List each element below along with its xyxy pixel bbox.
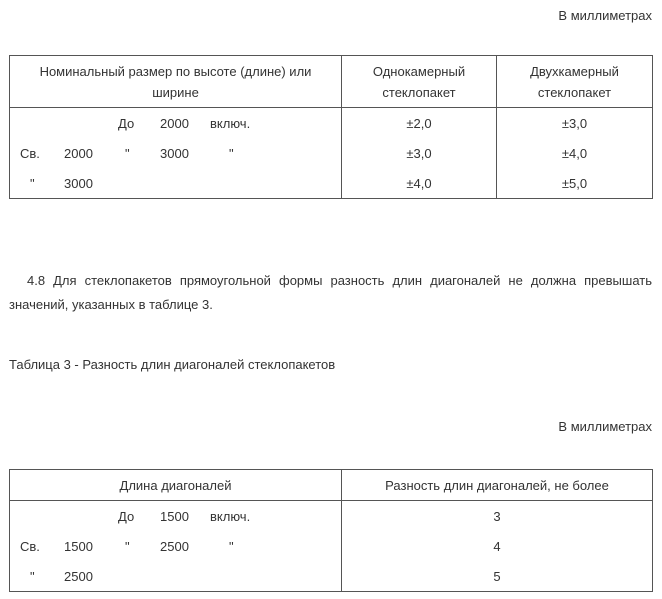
diagonal-diff-value: 5 [342, 561, 653, 592]
range-mid: До [118, 116, 135, 131]
range-from: 2500 [64, 569, 93, 584]
range-to: 2500 [160, 539, 189, 554]
range-suffix: " [229, 146, 234, 161]
range-suffix: включ. [210, 509, 251, 524]
range-suffix: " [229, 539, 234, 554]
range-prefix: Св. [20, 146, 40, 161]
diagonal-diff-value: 3 [342, 501, 653, 532]
table2-header-single [342, 56, 497, 108]
single-chamber-value: ±2,0 [342, 108, 497, 139]
table2-header-single-label: Однокамерный стеклопакет [372, 63, 466, 100]
range-prefix: " [30, 569, 35, 584]
table-row [10, 531, 653, 561]
range-prefix: " [30, 176, 35, 191]
range-to: 3000 [160, 146, 189, 161]
table3-header-length [10, 470, 342, 501]
table2-header-size [10, 56, 342, 108]
table2-units: В миллиметрах [558, 8, 652, 23]
double-chamber-value: ±3,0 [497, 108, 653, 139]
range-to: 1500 [160, 509, 189, 524]
table3-header-diff-label: Разность длин диагоналей, не более [385, 477, 609, 493]
range-mid: До [118, 509, 135, 524]
table3-header-diff [342, 470, 653, 501]
table2-header-double [497, 56, 653, 108]
table-row [10, 561, 653, 592]
table3-units: В миллиметрах [558, 419, 652, 434]
range-suffix: включ. [210, 116, 251, 131]
table2-header-size-label: Номинальный размер по высоте (длине) или ширине [39, 63, 312, 100]
range-from: 3000 [64, 176, 93, 191]
table2-header-double-label: Двухкамерный стеклопакет [530, 63, 619, 100]
table-row [10, 501, 653, 532]
paragraph-4-8: 4.8 Для стеклопакетов прямоугольной формы разность длин диагоналей не должна превышать значений, указанных в таблице 3. [9, 273, 652, 312]
range-mid: " [125, 146, 130, 161]
table-row [10, 168, 653, 199]
table-row [10, 108, 653, 139]
table3 [9, 469, 653, 592]
single-chamber-value: ±3,0 [342, 138, 497, 168]
table3-header-length-label: Длина диагоналей [119, 477, 232, 493]
double-chamber-value: ±4,0 [497, 138, 653, 168]
table3-caption: Таблица 3 - Разность длин диагоналей стеклопакетов [9, 357, 336, 372]
range-prefix: Св. [20, 539, 40, 554]
range-from: 1500 [64, 539, 93, 554]
range-from: 2000 [64, 146, 93, 161]
diagonal-diff-value: 4 [342, 531, 653, 561]
double-chamber-value: ±5,0 [497, 168, 653, 199]
range-mid: " [125, 539, 130, 554]
table-row [10, 138, 653, 168]
range-to: 2000 [160, 116, 189, 131]
single-chamber-value: ±4,0 [342, 168, 497, 199]
table2 [9, 55, 653, 199]
